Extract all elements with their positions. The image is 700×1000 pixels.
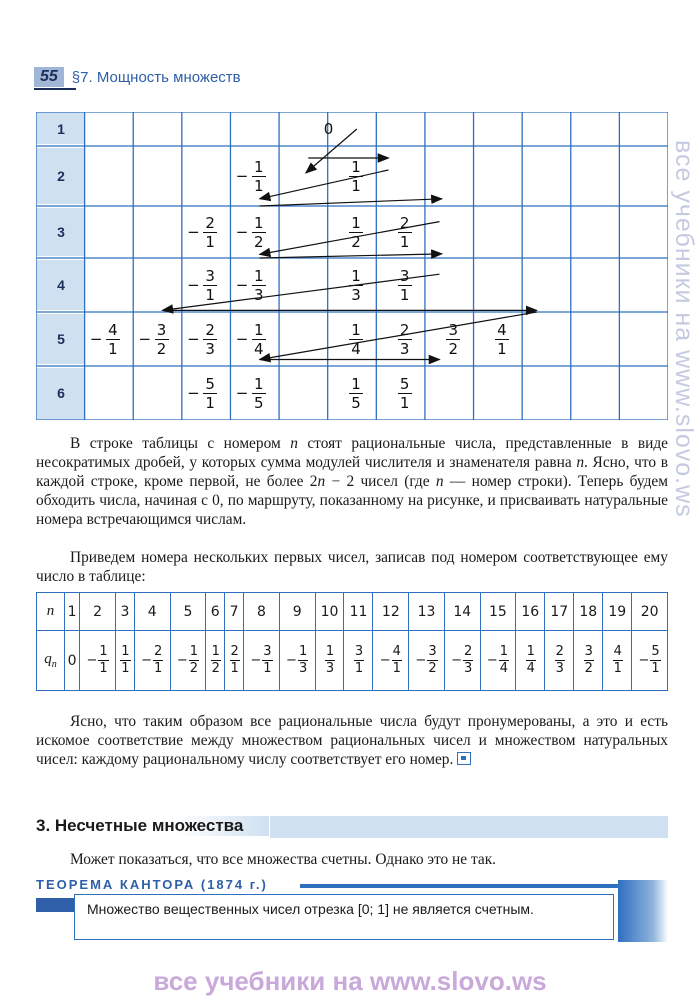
grid-row-label: 2: [57, 168, 65, 184]
bottom-watermark: все учебники на www.slovo.ws: [153, 966, 547, 996]
sequence-n-cell: 12: [373, 593, 409, 631]
section-heading: 3. Несчетные множества: [36, 816, 269, 836]
sequence-n-cell: 15: [480, 593, 516, 631]
sequence-row-q: [37, 631, 668, 691]
sequence-q-cell: − $\frac{4}{1}$: [373, 631, 409, 691]
chapter-title: §7. Мощность множеств: [71, 68, 241, 86]
sequence-n-cell: 18: [574, 593, 603, 631]
sequence-q-cell: 3 1: [344, 631, 373, 691]
grid-zero: 0: [323, 120, 334, 138]
sequence-q-cell: 0: [65, 631, 80, 691]
route-arrow: [260, 199, 442, 206]
paragraph-route: В строке таблицы с номером n стоят рациональные числа, представленные в виде несократимых дробей, у которых сумма модулей числителя и знаменателя равна n. Ясно, что в каждой строке, кроме первой, не более 2n − 2 чисел (где n — номер строки). Теперь будем обходить числа, начиная с 0, по маршруту, показанному на рисунке, и присваивать натуральные номера встречающимся числам.: [36, 435, 669, 528]
q-header: $q_n$: [37, 631, 65, 691]
sequence-q-cell: 4 1: [603, 631, 632, 691]
paragraph-uncountable: Может показаться, что все множества счетны. Однако это не так.: [70, 851, 497, 868]
sequence-n-cell: 2: [80, 593, 116, 631]
sequence-q-cell: − $\frac{3}{1}$: [244, 631, 280, 691]
section-bar: [270, 816, 668, 838]
sequence-n-cell: 5: [170, 593, 206, 631]
sequence-q-cell: 1 3: [315, 631, 344, 691]
sequence-q-cell: − $\frac{1}{1}$: [80, 631, 116, 691]
sequence-q-cell: − $\frac{1}{3}$: [279, 631, 315, 691]
sequence-n-cell: 13: [409, 593, 445, 631]
paragraph-conclusion: Ясно, что таким образом все рациональные числа будут пронумерованы, а это и есть искомое соответствие между множеством рациональных чисел и множеством натуральных чисел: каждому рациональному числу соответствует его номер.: [36, 713, 668, 768]
theorem-title: ТЕОРЕМА КАНТОРА (1874 г.): [36, 877, 274, 892]
end-of-proof-icon: [457, 752, 471, 765]
n-header: n: [37, 593, 65, 631]
sequence-q-cell: 1 4: [516, 631, 545, 691]
theorem-rule: [300, 884, 630, 888]
theorem-edge-decoration: [618, 880, 668, 942]
sequence-q-cell: 2 3: [545, 631, 574, 691]
sequence-q-cell: 2 1: [225, 631, 244, 691]
sequence-n-cell: 10: [315, 593, 344, 631]
sequence-q-cell: 1 2: [206, 631, 225, 691]
sequence-n-cell: 7: [225, 593, 244, 631]
grid-row-label: 5: [57, 331, 65, 347]
sequence-n-cell: 9: [279, 593, 315, 631]
theorem-statement: Множество вещественных чисел отрезка [0; 1] не является счетным.: [74, 894, 614, 940]
sequence-row-n: [37, 593, 668, 631]
sequence-n-cell: 8: [244, 593, 280, 631]
sequence-n-cell: 1: [65, 593, 80, 631]
sequence-n-cell: 19: [603, 593, 632, 631]
page-number: 55: [34, 67, 64, 87]
sequence-n-cell: 16: [516, 593, 545, 631]
sequence-n-cell: 11: [344, 593, 373, 631]
sequence-q-cell: − $\frac{5}{1}$: [632, 631, 668, 691]
grid-row-label: 6: [57, 385, 65, 401]
sequence-q-cell: − $\frac{3}{2}$: [409, 631, 445, 691]
sequence-n-cell: 17: [545, 593, 574, 631]
page-header: [34, 66, 241, 88]
sequence-table: [36, 592, 668, 691]
side-watermark: все учебники на www.slovo.ws: [670, 140, 698, 518]
sequence-n-cell: 14: [444, 593, 480, 631]
sequence-n-cell: 3: [115, 593, 134, 631]
paragraph-intro-table: Приведем номера нескольких первых чисел, записав под номером соответствующее ему число в таблице:: [36, 549, 668, 585]
grid-row-label: 1: [57, 121, 65, 137]
sequence-n-cell: 6: [206, 593, 225, 631]
sequence-n-cell: 20: [632, 593, 668, 631]
sequence-q-cell: 1 1: [115, 631, 134, 691]
sequence-q-cell: − $\frac{2}{3}$: [444, 631, 480, 691]
sequence-n-cell: 4: [134, 593, 170, 631]
sequence-q-cell: − $\frac{2}{1}$: [134, 631, 170, 691]
sequence-q-cell: − $\frac{1}{4}$: [480, 631, 516, 691]
header-rule: [34, 88, 76, 90]
grid-row-label: 3: [57, 224, 65, 240]
sequence-q-cell: 3 2: [574, 631, 603, 691]
sequence-q-cell: − $\frac{1}{2}$: [170, 631, 206, 691]
grid-row-label: 4: [57, 277, 65, 293]
row-label-column: [36, 112, 85, 420]
rational-grid-figure: 1 2 3 4 5 6 0 − $\frac{1}{1}$ $\frac{1}{1}$ − $\frac{2}{1}$ − $\frac{1}{2}$ $\frac{1}{2}$ $\frac{2}{1}$ − $\frac{3}{1}$ − $\frac{1}{3}$ $\frac{1}{3}$ $\frac{3}{1}$ − $\frac{4}{1}$ − $\frac{3}{2}$ − $\frac{2}{3}$ − $\frac{1}{4}$ $\frac{1}{4}$ $\frac{2}{3}$ $\frac{3}{2}$ $\frac{4}{1}$ − $\frac{5}{1}$ − $\frac{1}{5}$ $\frac{1}{5}$ $\frac{5}{1}$: [36, 112, 668, 420]
